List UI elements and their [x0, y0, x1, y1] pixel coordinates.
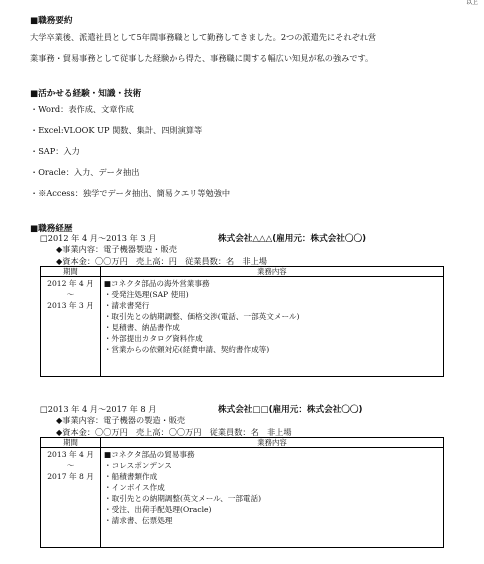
summary-line-1: 大学卒業後、派遣社員として5年間事務職として勤務してきました。2つの派遣先にそれぞれ営 — [30, 32, 377, 42]
task-line: ・取引先との納期調整、価格交渉(電話、一部英文メール) — [103, 312, 300, 321]
job-2-content-cell — [101, 448, 444, 548]
period-start: 2013 年 4 月 — [47, 450, 94, 459]
job-2-period-cell — [41, 448, 101, 548]
col-content-header: 業務内容 — [100, 267, 443, 277]
period-start: 2012 年 4 月 — [47, 279, 94, 288]
job-2-period-title: □2013 年 4 月～2017 年 8 月 — [40, 404, 157, 414]
task-line: ・請求書発行 — [103, 301, 150, 310]
job-2-business: ◆事業内容：電子機器の製造・販売 — [56, 415, 186, 425]
skills-heading: ■活かせる経験・知識・技術 — [30, 89, 142, 99]
task-line: ・受注、出荷手配処理(Oracle) — [104, 505, 212, 514]
task-line: ・受発注処理(SAP 使用) — [103, 290, 189, 299]
task-line: ・営業からの依頼対応(経費申請、契約書作成等) — [103, 345, 270, 354]
skill-item: ・SAP：入力 — [30, 146, 80, 156]
summary-heading: ■職務要約 — [30, 16, 73, 26]
task-line: ・コレスポンデンス — [104, 461, 172, 470]
job-1-table — [40, 266, 444, 377]
skill-item: ・Word：表作成、文章作成 — [30, 104, 134, 114]
task-line: ■コネクタ部品の海外営業事務 — [103, 279, 210, 288]
job-1-business: ◆事業内容：電子機器製造・販売 — [56, 244, 177, 254]
job-1-period-cell — [41, 277, 101, 377]
period-tilde: ～ — [66, 290, 75, 299]
top-corner-text: 以上 — [465, 0, 478, 6]
history-heading: ■職務経歴 — [30, 224, 73, 234]
job-1-content-cell — [100, 277, 443, 377]
job-2-company: 株式会社□□(雇用元：株式会社〇〇) — [218, 405, 363, 415]
skill-item: ・Excel:VLOOK UP 関数、集計、四則演算等 — [30, 125, 203, 135]
task-line: ■コネクタ部品の貿易事務 — [104, 450, 195, 459]
skill-item: ・Oracle：入力、データ抽出 — [30, 167, 140, 177]
task-line: ・請求書、伝票処理 — [104, 516, 173, 525]
task-line: ・外部提出カタログ資料作成 — [103, 334, 203, 343]
job-1-capital: ◆資本金：〇〇万円 売上高：円 従業員数：名 非上場 — [56, 256, 267, 266]
col-content-header: 業務内容 — [101, 438, 444, 448]
task-line: ・インボイス作成 — [104, 483, 165, 492]
job-1-period-title: □2012 年 4 月～2013 年 3 月 — [40, 233, 157, 243]
col-period-header: 期間 — [41, 438, 101, 448]
job-2-table — [40, 437, 444, 548]
job-2-capital: ◆資本金：〇〇万円 売上高：〇〇万円 従業員数：名 非上場 — [56, 427, 292, 437]
period-end: 2017 年 8 月 — [47, 472, 94, 481]
summary-line-2: 業事務・貿易事務として従事した経験から得た、事務職に関する幅広い知見が私の強みです。 — [30, 53, 374, 63]
task-line: ・船積書類作成 — [104, 472, 158, 481]
skill-item: ・※Access：独学でデータ抽出、簡易クエリ等勉強中 — [30, 188, 231, 198]
col-period-header: 期間 — [41, 267, 101, 277]
period-end: 2013 年 3 月 — [47, 301, 94, 310]
job-1-company: 株式会社△△△(雇用元：株式会社〇〇) — [218, 234, 366, 244]
task-line: ・見積書、納品書作成 — [103, 323, 180, 332]
task-line: ・取引先との納期調整(英文メール、一部電話) — [104, 494, 262, 503]
period-tilde: ～ — [66, 461, 75, 470]
